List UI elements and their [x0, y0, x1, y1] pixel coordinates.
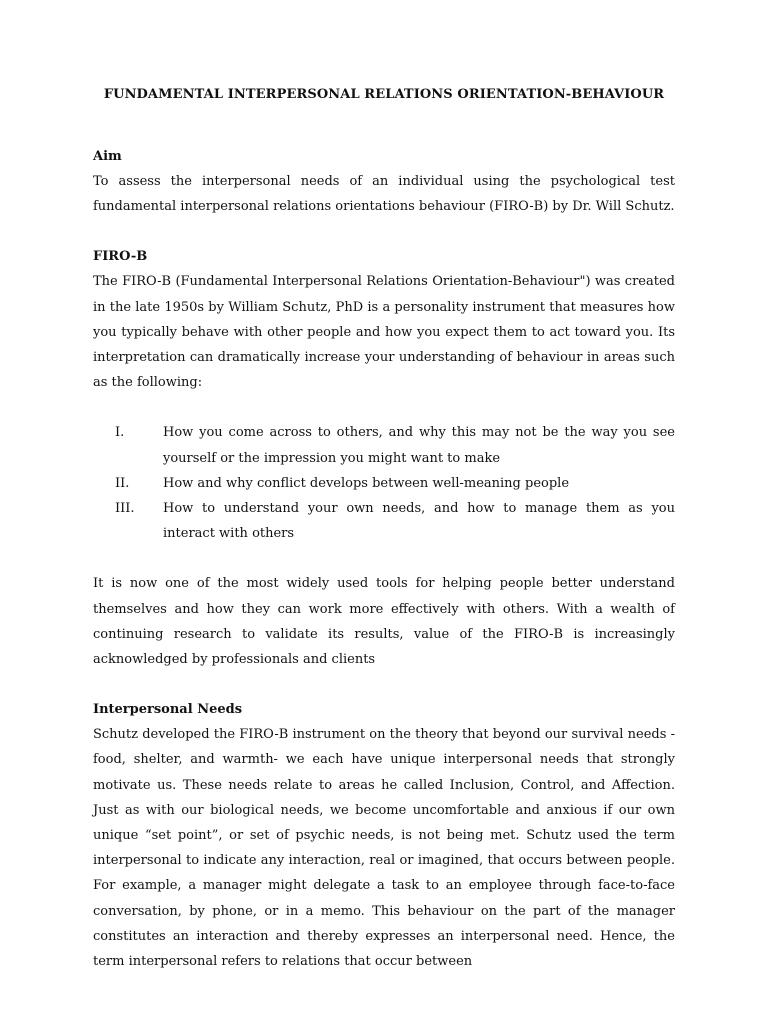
- section-aim: [93, 144, 675, 219]
- needs-heading: Interpersonal Needs: [93, 702, 243, 718]
- firob-paragraph-2: It is now one of the most widely used tools for helping people better understand themselves and how they can work more effectively with others. With a wealth of continuing research to validate its results, value of the FIRO-B is increasingly acknowledged by professionals and clients: [93, 576, 675, 668]
- list-item: [93, 471, 675, 496]
- list-item-number: II.: [115, 475, 130, 491]
- section-firob: [93, 244, 675, 672]
- document-page: [93, 78, 675, 974]
- list-item: [93, 420, 675, 470]
- list-item-number: I.: [115, 425, 125, 441]
- firob-list: [93, 420, 675, 546]
- list-item-text: How to understand your own needs, and how to manage them as you interact with others: [163, 501, 675, 542]
- list-item: [93, 496, 675, 546]
- document-title: FUNDAMENTAL INTERPERSONAL RELATIONS ORIENTATION-BEHAVIOUR: [103, 87, 665, 102]
- aim-paragraph: To assess the interpersonal needs of an individual using the psychological test fundamental interpersonal relations orientations behaviour (FIRO-B) by Dr. Will Schutz.: [93, 174, 675, 215]
- firob-heading: FIRO-B: [93, 249, 148, 265]
- aim-heading: Aim: [93, 149, 122, 164]
- needs-paragraph: Schutz developed the FIRO-B instrument on the theory that beyond our survival needs - food, shelter, and warmth- we each have unique interpersonal needs that strongly motivate us. These needs relate to areas he called Inclusion, Control, and Affection. Just as with our biological needs, we become uncomfortable and anxious if our own unique “set point”, or set of psychic needs, is not being met. Schutz used the term interpersonal to indicate any interaction, real or imagined, that occurs between people. For example, a manager might delegate a task to an employee through face-to-face conversation, by phone, or in a memo. This behaviour on the part of the manager constitutes an interaction and thereby expresses an interpersonal need. Hence, the term interpersonal refers to relations that occur between: [93, 727, 675, 970]
- list-item-text: How you come across to others, and why this may not be the way you see yourself or the impression you might want to make: [163, 425, 675, 466]
- firob-paragraph: The FIRO-B (Fundamental Interpersonal Relations Orientation-Behaviour") was created in the late 1950s by William Schutz, PhD is a personality instrument that measures how you typically behave with other people and how you expect them to act toward you. Its interpretation can dramatically increase your understanding of behaviour in areas such as the following:: [93, 274, 675, 391]
- section-interpersonal-needs: [93, 697, 675, 974]
- list-item-text: How and why conflict develops between well-meaning people: [163, 475, 570, 491]
- list-item-number: III.: [115, 501, 135, 517]
